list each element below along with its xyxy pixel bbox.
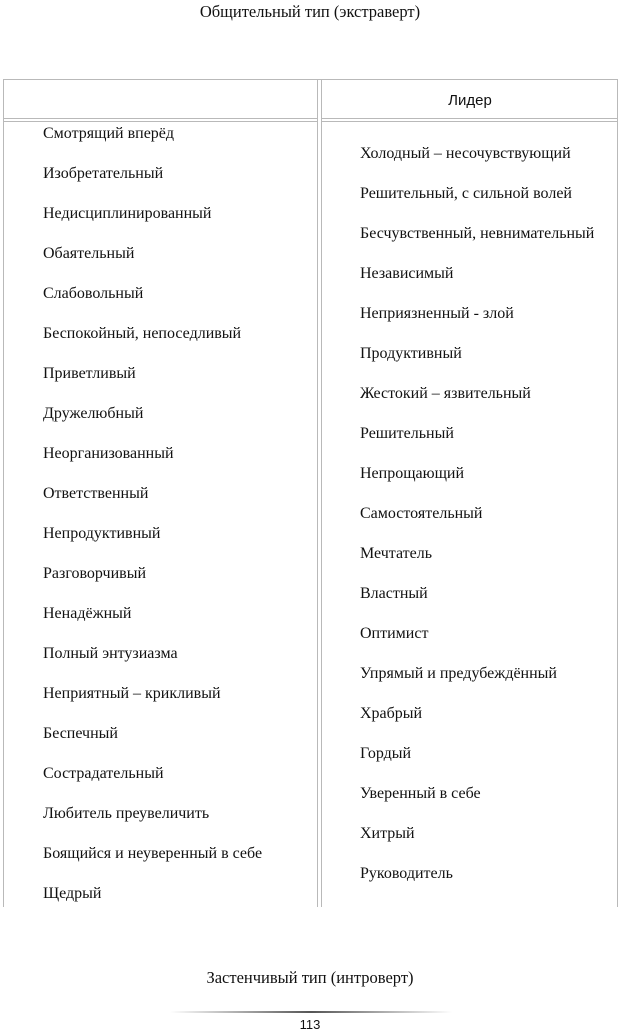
column-divider-b	[321, 79, 322, 907]
list-item: Беспечный	[43, 725, 118, 742]
footer-divider	[170, 1011, 452, 1013]
list-item: Ненадёжный	[43, 605, 132, 622]
list-item: Решительный, с сильной волей	[360, 185, 572, 202]
table-border-top	[3, 79, 618, 80]
left-trait-list	[43, 124, 262, 924]
list-item: Смотрящий вперёд	[43, 125, 175, 142]
list-item: Властный	[360, 585, 428, 602]
table-border-left	[3, 79, 4, 907]
list-item: Слабовольный	[43, 285, 144, 302]
list-item: Решительный	[360, 425, 454, 442]
list-item: Неприязненный - злой	[360, 305, 514, 322]
body-row-top-right	[321, 121, 618, 122]
list-item: Мечтатель	[360, 545, 433, 562]
list-item: Упрямый и предубеждённый	[360, 665, 557, 682]
list-item: Непрощающий	[360, 465, 465, 482]
right-trait-list	[360, 144, 594, 904]
page-title: Общительный тип (экстраверт)	[199, 2, 421, 21]
header-row-bottom-right	[321, 118, 618, 119]
list-item: Бесчувственный, невнимательный	[360, 225, 595, 242]
list-item: Уверенный в себе	[360, 785, 481, 802]
column-header-leader: Лидер	[448, 92, 492, 109]
list-item: Непродуктивный	[43, 525, 161, 542]
section-title: Застенчивый тип (интроверт)	[206, 968, 414, 987]
table-border-right	[617, 79, 618, 907]
list-item: Холодный – несочувствующий	[360, 145, 571, 162]
list-item: Продуктивный	[360, 345, 462, 362]
list-item: Неорганизованный	[43, 445, 174, 462]
traits-table	[3, 79, 618, 907]
list-item: Обаятельный	[43, 245, 135, 262]
list-item: Неприятный – крикливый	[43, 685, 221, 702]
header-row-bottom-left	[3, 118, 317, 119]
list-item: Жестокий – язвительный	[360, 385, 531, 402]
list-item: Оптимист	[360, 625, 429, 642]
list-item: Самостоятельный	[360, 505, 483, 522]
list-item: Дружелюбный	[43, 405, 144, 422]
list-item: Храбрый	[360, 705, 423, 722]
list-item: Изобретательный	[43, 165, 164, 182]
list-item: Независимый	[360, 265, 454, 282]
list-item: Любитель преувеличить	[43, 805, 210, 822]
list-item: Гордый	[360, 745, 412, 762]
list-item: Руководитель	[360, 865, 453, 882]
body-row-top-left	[3, 121, 317, 122]
list-item: Боящийся и неуверенный в себе	[43, 845, 263, 862]
list-item: Ответственный	[43, 485, 149, 502]
list-item: Приветливый	[43, 365, 136, 382]
list-item: Щедрый	[43, 885, 102, 902]
list-item: Хитрый	[360, 825, 415, 842]
page-number: 113	[299, 1017, 321, 1032]
list-item: Беспокойный, непоседливый	[43, 325, 242, 342]
list-item: Разговорчивый	[43, 565, 147, 582]
list-item: Сострадательный	[43, 765, 164, 782]
list-item: Полный энтузиазма	[43, 645, 178, 662]
list-item: Недисциплинированный	[43, 205, 212, 222]
column-divider-a	[317, 79, 318, 907]
